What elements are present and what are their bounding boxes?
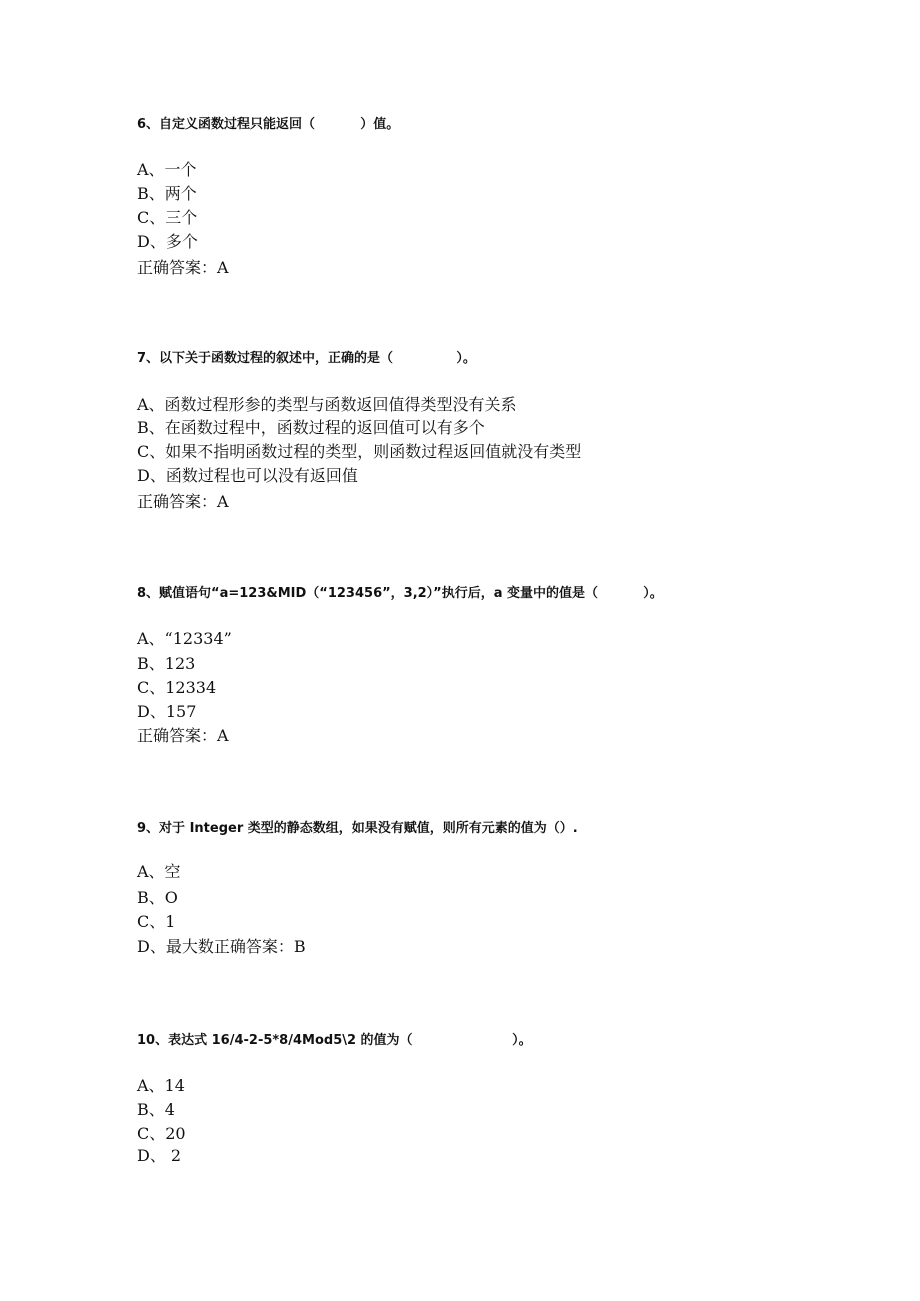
question-9-option-a: A、空 xyxy=(137,862,181,881)
question-6-option-c: C、三个 xyxy=(137,208,198,227)
question-7-option-b: B、在函数过程中，函数过程的返回值可以有多个 xyxy=(137,418,485,437)
question-10-option-c: C、20 xyxy=(137,1124,186,1143)
question-9-option-d-and-answer: D、最大数正确答案：B xyxy=(137,937,306,956)
question-8-option-c: C、12334 xyxy=(137,678,217,697)
question-7-stem: 7、以下关于函数过程的叙述中，正确的是（ ）。 xyxy=(137,351,476,366)
question-7-option-d: D、函数过程也可以没有返回值 xyxy=(137,466,358,485)
question-7-option-a: A、函数过程形参的类型与函数返回值得类型没有关系 xyxy=(137,395,517,414)
question-9-stem: 9、对于 Integer 类型的静态数组，如果没有赋值，则所有元素的值为（）. xyxy=(137,821,578,836)
question-6-answer: 正确答案：A xyxy=(137,258,229,277)
question-7-option-c: C、如果不指明函数过程的类型，则函数过程返回值就没有类型 xyxy=(137,442,582,461)
question-8-option-b: B、123 xyxy=(137,654,196,673)
question-10-option-b: B、4 xyxy=(137,1100,175,1119)
question-6-option-d: D、多个 xyxy=(137,232,198,251)
question-9-option-b: B、O xyxy=(137,888,178,907)
question-6-option-b: B、两个 xyxy=(137,184,197,203)
question-8-option-a: A、“12334” xyxy=(137,629,232,648)
question-8-answer: 正确答案：A xyxy=(137,726,229,745)
question-6-option-a: A、一个 xyxy=(137,160,197,179)
question-8-option-d: D、157 xyxy=(137,702,197,721)
question-10-option-a: A、14 xyxy=(137,1076,185,1095)
question-9-option-c: C、1 xyxy=(137,912,176,931)
question-7-answer: 正确答案：A xyxy=(137,492,229,511)
question-10-option-d: D、 2 xyxy=(137,1146,182,1165)
question-10-stem: 10、表达式 16/4-2-5*8/4Mod5\2 的值为（ ）。 xyxy=(137,1033,532,1048)
question-8-stem: 8、赋值语句“a=123&MID（“123456”，3,2）”执行后，a 变量中的值是（ ）。 xyxy=(137,586,663,601)
question-6-stem: 6、自定义函数过程只能返回（ ）值。 xyxy=(137,117,400,132)
